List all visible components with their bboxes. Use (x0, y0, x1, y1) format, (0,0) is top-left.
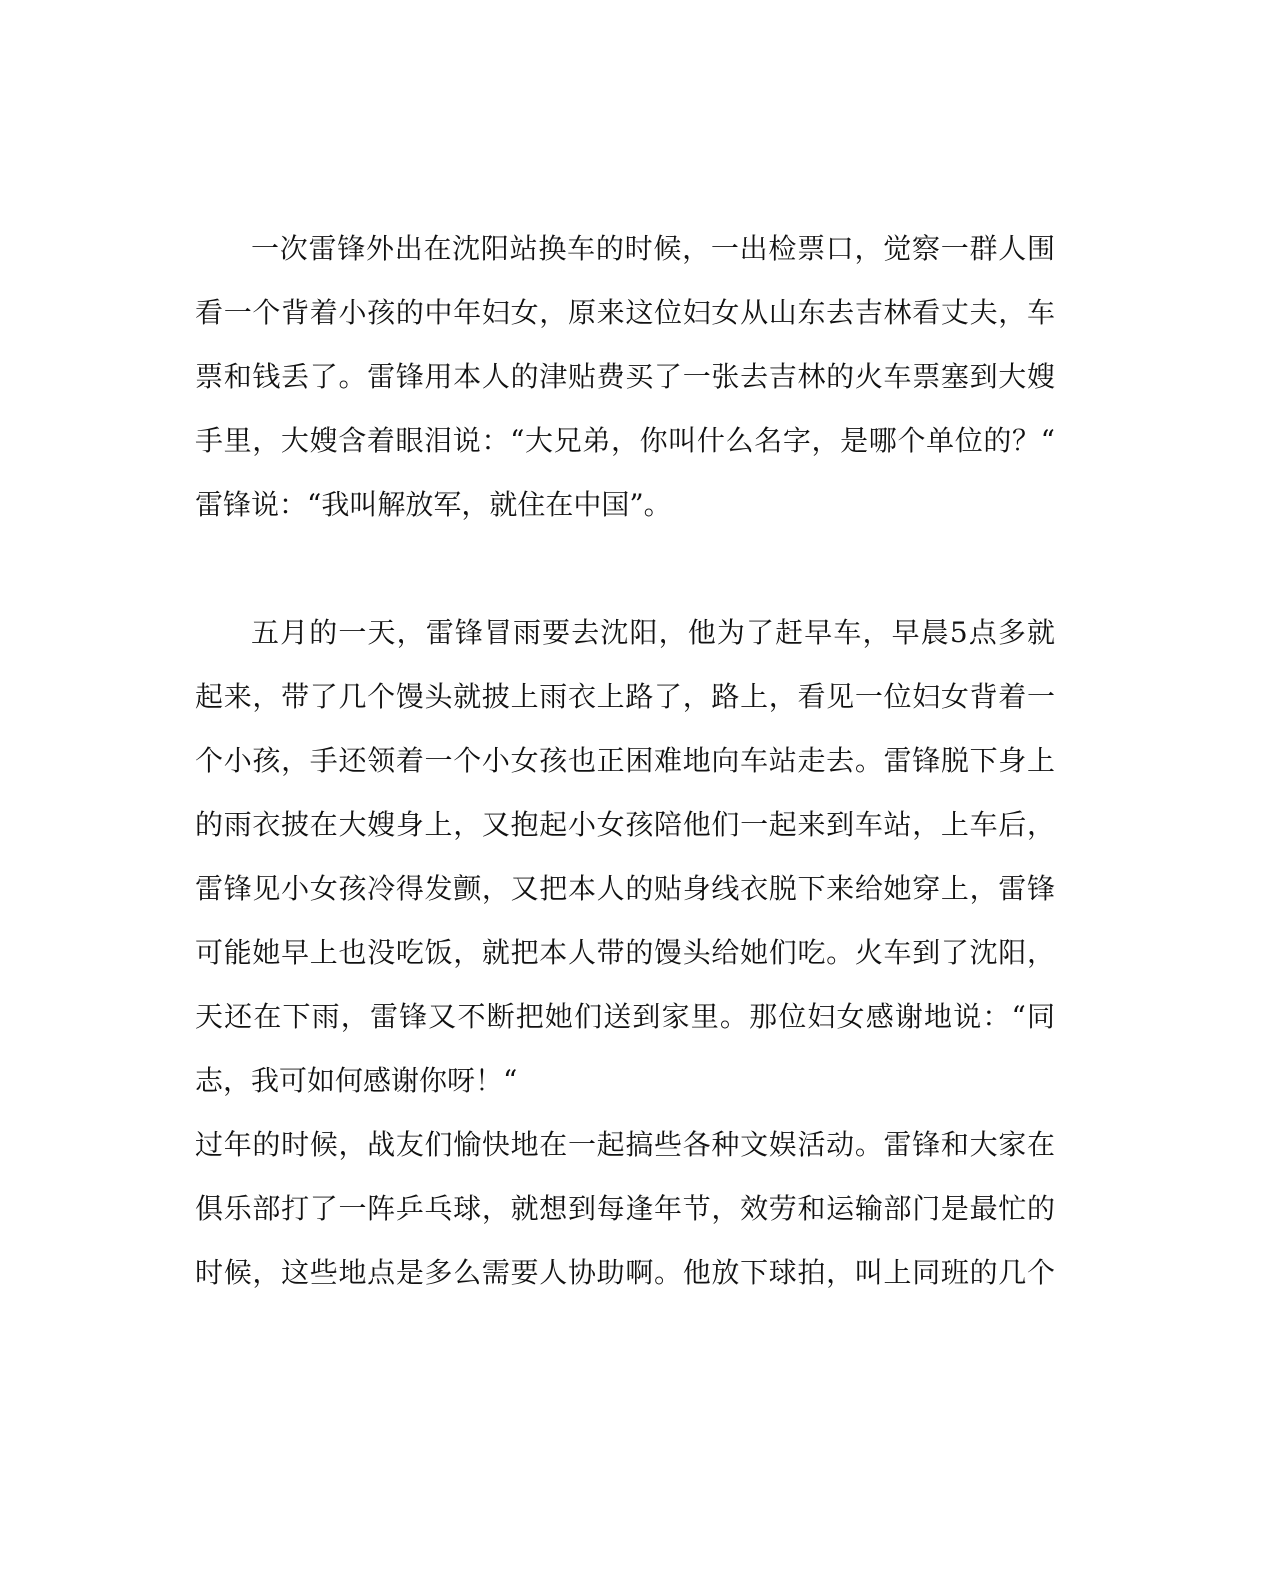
paragraph-2-line-8: 志，我可如何感谢你呀！“ (195, 1064, 518, 1097)
paragraph-1-line-2: 看一个背着小孩的中年妇女，原来这位妇女从山东去吉林看丈夫，车 (195, 296, 1055, 329)
paragraph-2-line-1: 五月的一天，雷锋冒雨要去沈阳，他为了赶早车，早晨5点多就 (251, 616, 1055, 649)
paragraph-3-line-2: 俱乐部打了一阵乒乓球，就想到每逢年节，效劳和运输部门是最忙的 (195, 1192, 1055, 1225)
paragraph-2-line-4: 的雨衣披在大嫂身上，又抱起小女孩陪他们一起来到车站，上车后， (195, 808, 1055, 841)
paragraph-2-line-7: 天还在下雨，雷锋又不断把她们送到家里。那位妇女感谢地说：“同 (195, 1000, 1055, 1033)
paragraph-1-line-4: 手里，大嫂含着眼泪说：“大兄弟，你叫什么名字，是哪个单位的？“ (195, 424, 1055, 457)
paragraph-2-line-5: 雷锋见小女孩冷得发颤，又把本人的贴身线衣脱下来给她穿上，雷锋 (195, 872, 1055, 905)
paragraph-1-line-1: 一次雷锋外出在沈阳站换车的时候，一出检票口，觉察一群人围 (251, 232, 1055, 265)
paragraph-3-line-3: 时候，这些地点是多么需要人协助啊。他放下球拍，叫上同班的几个 (195, 1256, 1055, 1289)
paragraph-2-line-6: 可能她早上也没吃饭，就把本人带的馒头给她们吃。火车到了沈阳， (195, 936, 1055, 969)
paragraph-2-line-3: 个小孩，手还领着一个小女孩也正困难地向车站走去。雷锋脱下身上 (195, 744, 1055, 777)
paragraph-2-line-2: 起来，带了几个馒头就披上雨衣上路了，路上，看见一位妇女背着一 (195, 680, 1055, 713)
paragraph-3-line-1: 过年的时候，战友们愉快地在一起搞些各种文娱活动。雷锋和大家在 (195, 1128, 1055, 1161)
paragraph-1-line-3: 票和钱丢了。雷锋用本人的津贴费买了一张去吉林的火车票塞到大嫂 (195, 360, 1055, 393)
paragraph-1-line-5: 雷锋说：“我叫解放军，就住在中国”。 (195, 488, 672, 521)
